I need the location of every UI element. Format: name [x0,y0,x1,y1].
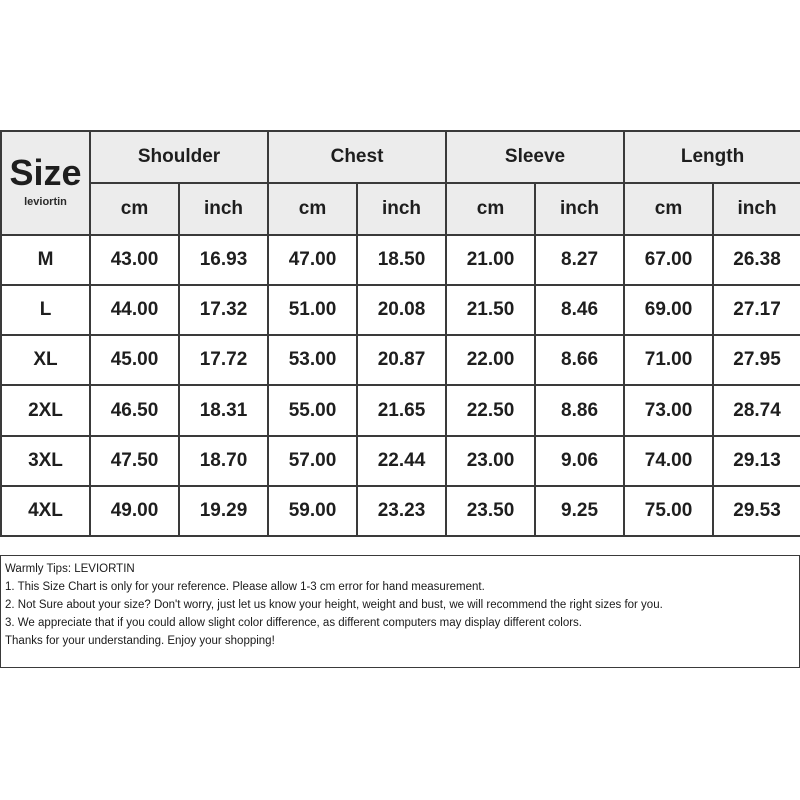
shoulder-inch: 18.31 [179,385,268,435]
sleeve-cm: 22.00 [446,335,535,385]
tip-line: 3. We appreciate that if you could allow slight color difference, as different computers may display different colors. [5,617,583,629]
sleeve-inch: 9.06 [535,436,624,486]
shoulder-inch: 18.70 [179,436,268,486]
table-row [1,385,800,435]
sleeve-cm: 21.00 [446,235,535,285]
header-row-units [1,183,800,235]
sleeve-inch: 8.66 [535,335,624,385]
chest-inch: 18.50 [357,235,446,285]
chest-inch: 23.23 [357,486,446,536]
tips-closing: Thanks for your understanding. Enjoy your shopping! [5,635,275,647]
shoulder-cm: 45.00 [90,335,179,385]
header-row-groups [1,131,800,183]
chest-cm: 55.00 [268,385,357,435]
table-row [1,486,800,536]
size-header-title: Size [9,152,82,193]
size-label: 2XL [1,385,90,435]
length-inch: 26.38 [713,235,800,285]
unit-header: cm [90,183,179,235]
chest-cm: 51.00 [268,285,357,335]
unit-header: inch [535,183,624,235]
length-cm: 69.00 [624,285,713,335]
length-cm: 71.00 [624,335,713,385]
chest-cm: 53.00 [268,335,357,385]
tips-heading: Warmly Tips: LEVIORTIN [5,563,135,575]
size-label: 4XL [1,486,90,536]
shoulder-cm: 47.50 [90,436,179,486]
length-inch: 27.17 [713,285,800,335]
size-label: XL [1,335,90,385]
size-label: 3XL [1,436,90,486]
sleeve-inch: 9.25 [535,486,624,536]
length-cm: 74.00 [624,436,713,486]
table-row [1,436,800,486]
chest-cm: 47.00 [268,235,357,285]
tips-box [0,555,800,668]
group-header-chest: Chest [268,131,446,183]
group-header-shoulder: Shoulder [90,131,268,183]
chest-inch: 21.65 [357,385,446,435]
length-inch: 29.53 [713,486,800,536]
size-label: M [1,235,90,285]
chest-inch: 22.44 [357,436,446,486]
sleeve-inch: 8.27 [535,235,624,285]
length-cm: 75.00 [624,486,713,536]
chest-cm: 59.00 [268,486,357,536]
length-inch: 29.13 [713,436,800,486]
unit-header: cm [624,183,713,235]
group-header-length: Length [624,131,800,183]
shoulder-inch: 19.29 [179,486,268,536]
shoulder-inch: 16.93 [179,235,268,285]
unit-header: inch [713,183,800,235]
sleeve-cm: 23.00 [446,436,535,486]
unit-header: cm [268,183,357,235]
tip-line: 1. This Size Chart is only for your reference. Please allow 1-3 cm error for hand measurement. [5,581,485,593]
length-inch: 27.95 [713,335,800,385]
size-header-cell [1,131,90,235]
length-inch: 28.74 [713,385,800,435]
sleeve-cm: 21.50 [446,285,535,335]
tip-line: 2. Not Sure about your size? Don't worry, just let us know your height, weight and bust, we will recommend the right sizes for you. [5,599,663,611]
table-row [1,335,800,385]
length-cm: 73.00 [624,385,713,435]
chest-inch: 20.08 [357,285,446,335]
unit-header: inch [357,183,446,235]
size-label: L [1,285,90,335]
shoulder-cm: 46.50 [90,385,179,435]
length-cm: 67.00 [624,235,713,285]
size-chart [0,130,800,537]
sleeve-cm: 23.50 [446,486,535,536]
group-header-sleeve: Sleeve [446,131,624,183]
table-row [1,235,800,285]
brand-label: leviortin [24,196,67,208]
shoulder-cm: 49.00 [90,486,179,536]
size-table [0,130,800,537]
sleeve-inch: 8.86 [535,385,624,435]
chest-inch: 20.87 [357,335,446,385]
table-row [1,285,800,335]
unit-header: inch [179,183,268,235]
shoulder-inch: 17.32 [179,285,268,335]
shoulder-cm: 43.00 [90,235,179,285]
shoulder-cm: 44.00 [90,285,179,335]
sleeve-inch: 8.46 [535,285,624,335]
chest-cm: 57.00 [268,436,357,486]
sleeve-cm: 22.50 [446,385,535,435]
shoulder-inch: 17.72 [179,335,268,385]
unit-header: cm [446,183,535,235]
